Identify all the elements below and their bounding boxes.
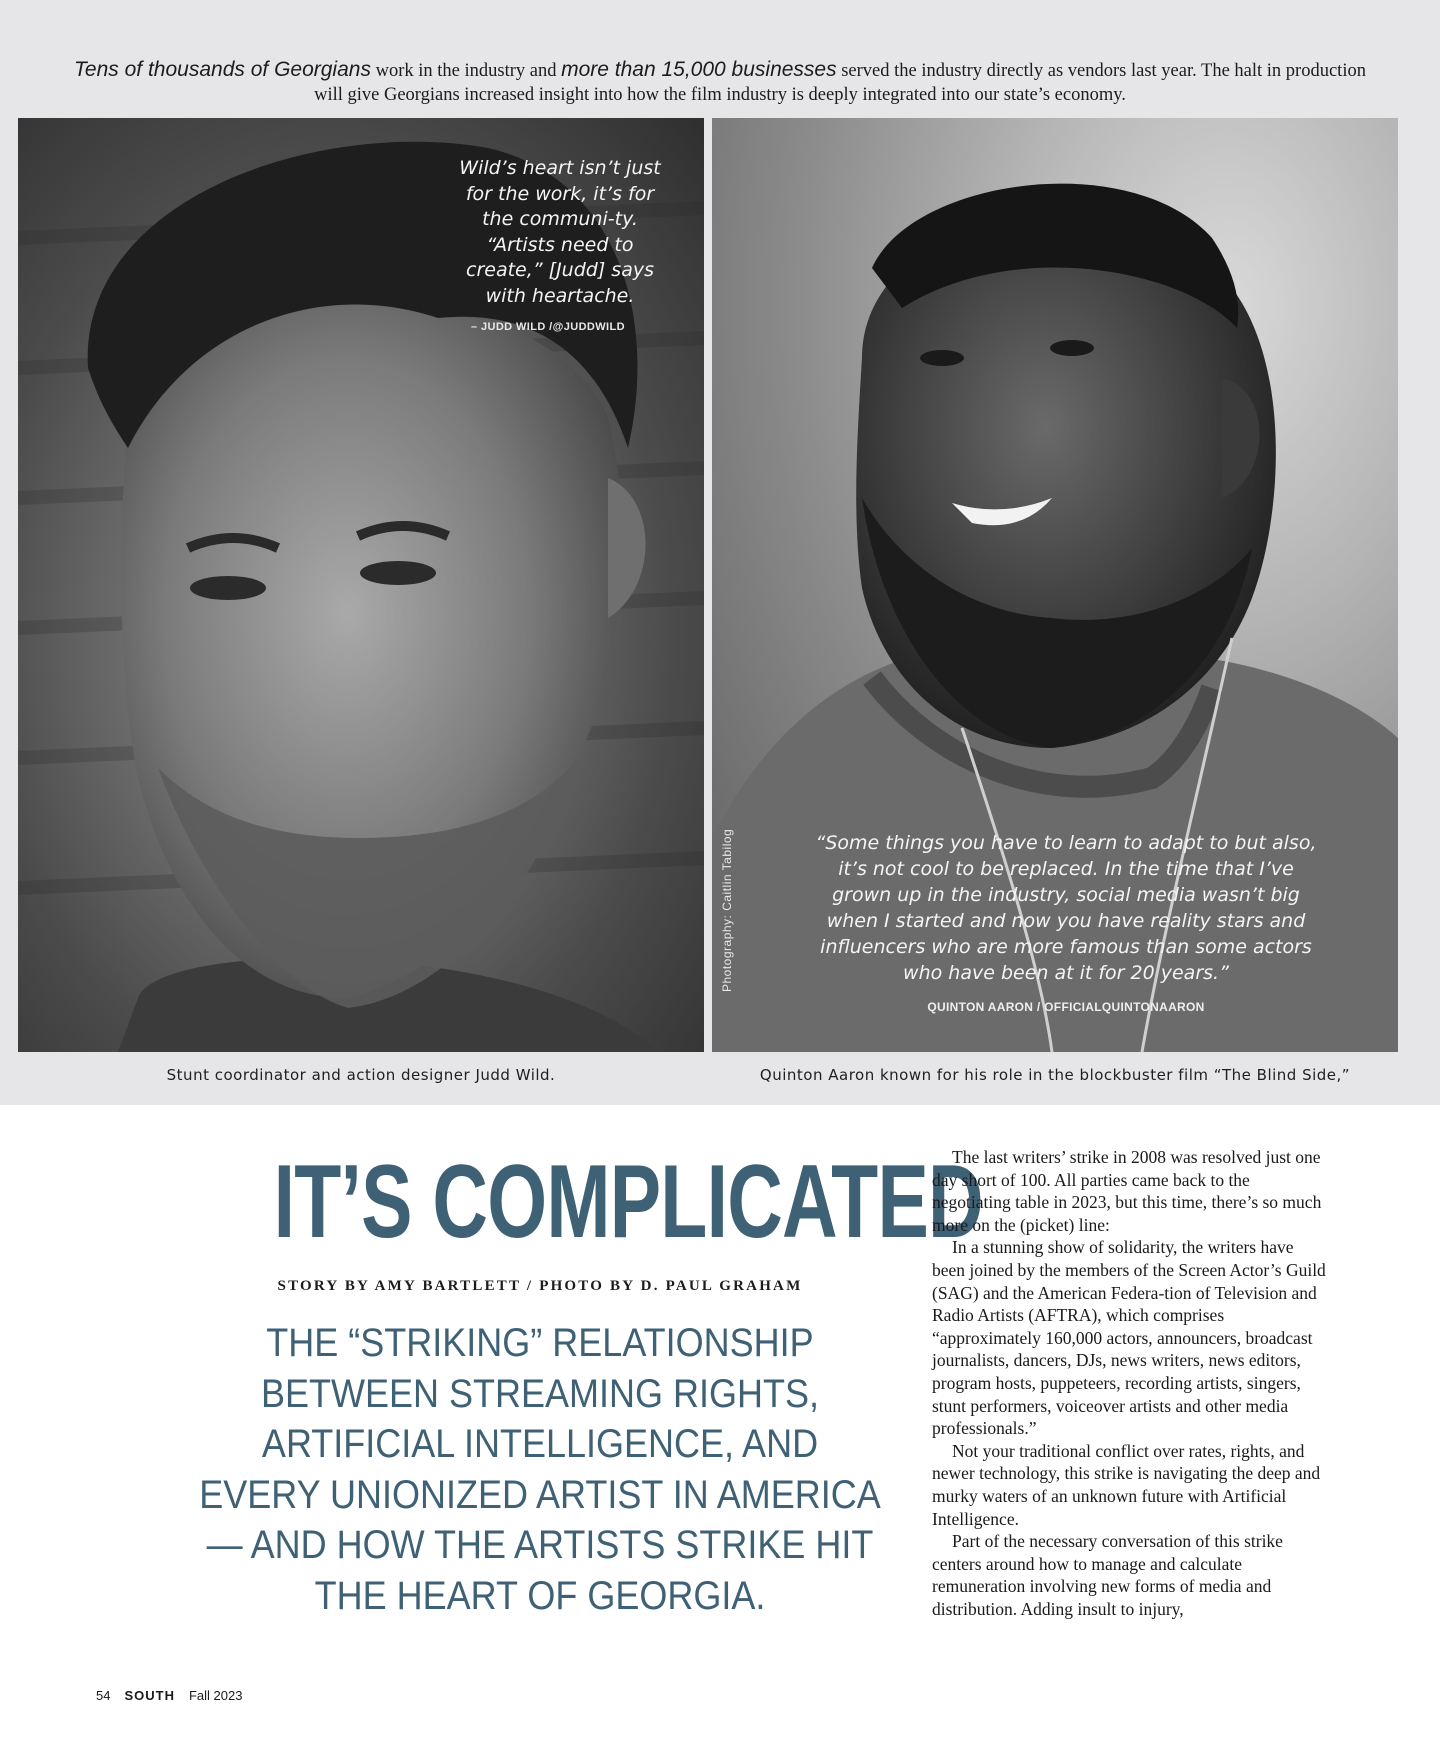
article-deck <box>160 1318 920 1621</box>
judd-wild-quote-attribution: – JUDD WILD /@JUDDWILD <box>471 321 625 333</box>
body-paragraph: Not your traditional conflict over rates, rights, and newer technology, this strike is navigating the deep and murky waters of an unknown future with Artificial Intelligence. <box>932 1440 1321 1529</box>
body-paragraph: Part of the necessary conversation of this strike centers around how to manage and calculate remuneration involving new forms of media and distribution. Adding insult to injury, <box>932 1531 1283 1619</box>
intro-emphasis-2: more than 15,000 businesses <box>561 58 837 81</box>
judd-wild-caption: Stunt coordinator and action designer Judd Wild. <box>166 1066 556 1084</box>
magazine-name: SOUTH <box>124 1688 175 1703</box>
quinton-aaron-pull-quote: “Some things you have to learn to adapt to but also, it’s not cool to be replaced. In the time that I’ve grown up in the industry, social media wasn’t big when I started and now you have reality stars and influencers who are more famous than some actors who have been at it for 20 years.” <box>815 832 1317 984</box>
quinton-aaron-quote-attribution: QUINTON AARON / OFFICIALQUINTONAARON <box>927 1000 1205 1014</box>
photo-credit: Photography: Caitlin Tabilog <box>720 828 734 992</box>
intro-text-2: served the industry directly as vendors last year. The halt in production will give Georgians increased insight into how the film industry is deeply integrated into our state’s economy. <box>314 61 1366 105</box>
article-body <box>932 1146 1328 1620</box>
intro-text <box>60 58 1380 107</box>
body-paragraph: In a stunning show of solidarity, the writers have been joined by the members of the Screen Actor’s Guild (SAG) and the American Federa-tion of Television and Radio Artists (AFTRA), which comprises “approximately 160,000 actors, announcers, broadcast journalists, dancers, DJs, news writers, news editors, program hosts, puppeteers, recording artists, singers, stunt performers, voiceover artists and other media professionals.” <box>932 1237 1326 1439</box>
quinton-aaron-portrait <box>712 118 1398 1052</box>
article-deck-text: THE “STRIKING” RELATIONSHIP BETWEEN STREAMING RIGHTS, ARTIFICIAL INTELLIGENCE, AND EVERY UNIONIZED ARTIST IN AMERICA — AND HOW THE ARTISTS STRIKE HIT THE HEART OF GEORGIA. <box>199 1321 881 1618</box>
page-number: 54 <box>96 1688 111 1703</box>
article-headline: IT’S COMPLICATED <box>273 1144 983 1260</box>
page-footer <box>96 1688 256 1703</box>
issue-date: Fall 2023 <box>188 1688 243 1703</box>
body-paragraph: The last writers’ strike in 2008 was resolved just one day short of 100. All parties came back to the negotiating table in 2023, but this time, there’s so much more on the (picket) line: <box>932 1147 1322 1235</box>
intro-emphasis-1: Tens of thousands of Georgians <box>74 58 371 81</box>
article-byline: STORY BY AMY BARTLETT / PHOTO BY D. PAUL GRAHAM <box>277 1278 803 1294</box>
judd-wild-portrait <box>18 118 704 1052</box>
intro-text-1: work in the industry and <box>370 61 562 81</box>
quinton-aaron-caption: Quinton Aaron known for his role in the blockbuster film “The Blind Side,” <box>759 1066 1351 1084</box>
judd-wild-pull-quote: Wild’s heart isn’t just for the work, it’s for the communi-ty. “Artists need to create,” [Judd] says with heartache. <box>459 157 661 307</box>
